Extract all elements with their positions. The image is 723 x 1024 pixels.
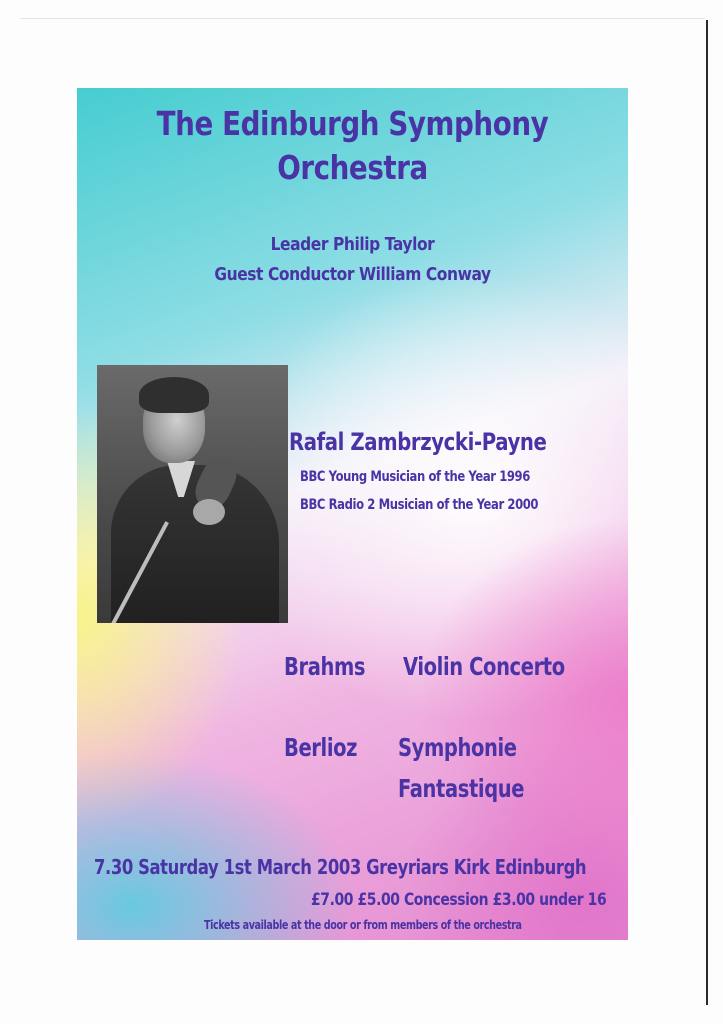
concert-poster xyxy=(77,88,628,940)
credits xyxy=(116,230,590,290)
programme-work-1: Violin Concerto xyxy=(403,652,565,681)
photo-hand-shape xyxy=(193,499,225,525)
conductor-credit: Guest Conductor William Conway xyxy=(214,264,491,285)
programme-work-2-line-2: Fantastique xyxy=(398,774,525,803)
ticket-prices: £7.00 £5.00 Concession £3.00 under 16 xyxy=(311,890,607,910)
soloist-photo xyxy=(97,365,288,623)
scan-edge-right xyxy=(706,20,708,1005)
date-and-venue: 7.30 Saturday 1st March 2003 Greyriars Kirk Edinburgh xyxy=(94,855,587,879)
soloist-award-2: BBC Radio 2 Musician of the Year 2000 xyxy=(300,497,539,513)
poster-title xyxy=(121,102,584,190)
leader-credit: Leader Philip Taylor xyxy=(270,234,435,255)
programme-work-2-line-1: Symphonie xyxy=(398,733,517,762)
programme-composer-1: Brahms xyxy=(284,652,366,681)
soloist-award-1: BBC Young Musician of the Year 1996 xyxy=(300,469,530,485)
title-line-2: Orchestra xyxy=(277,148,428,187)
photo-hair-shape xyxy=(139,377,209,413)
title-line-1: The Edinburgh Symphony xyxy=(156,104,549,143)
programme-composer-2: Berlioz xyxy=(284,733,358,762)
scan-edge-top xyxy=(20,18,705,19)
soloist-name: Rafal Zambrzycki-Payne xyxy=(289,428,547,456)
ticket-availability: Tickets available at the door or from members of the orchestra xyxy=(204,918,522,932)
